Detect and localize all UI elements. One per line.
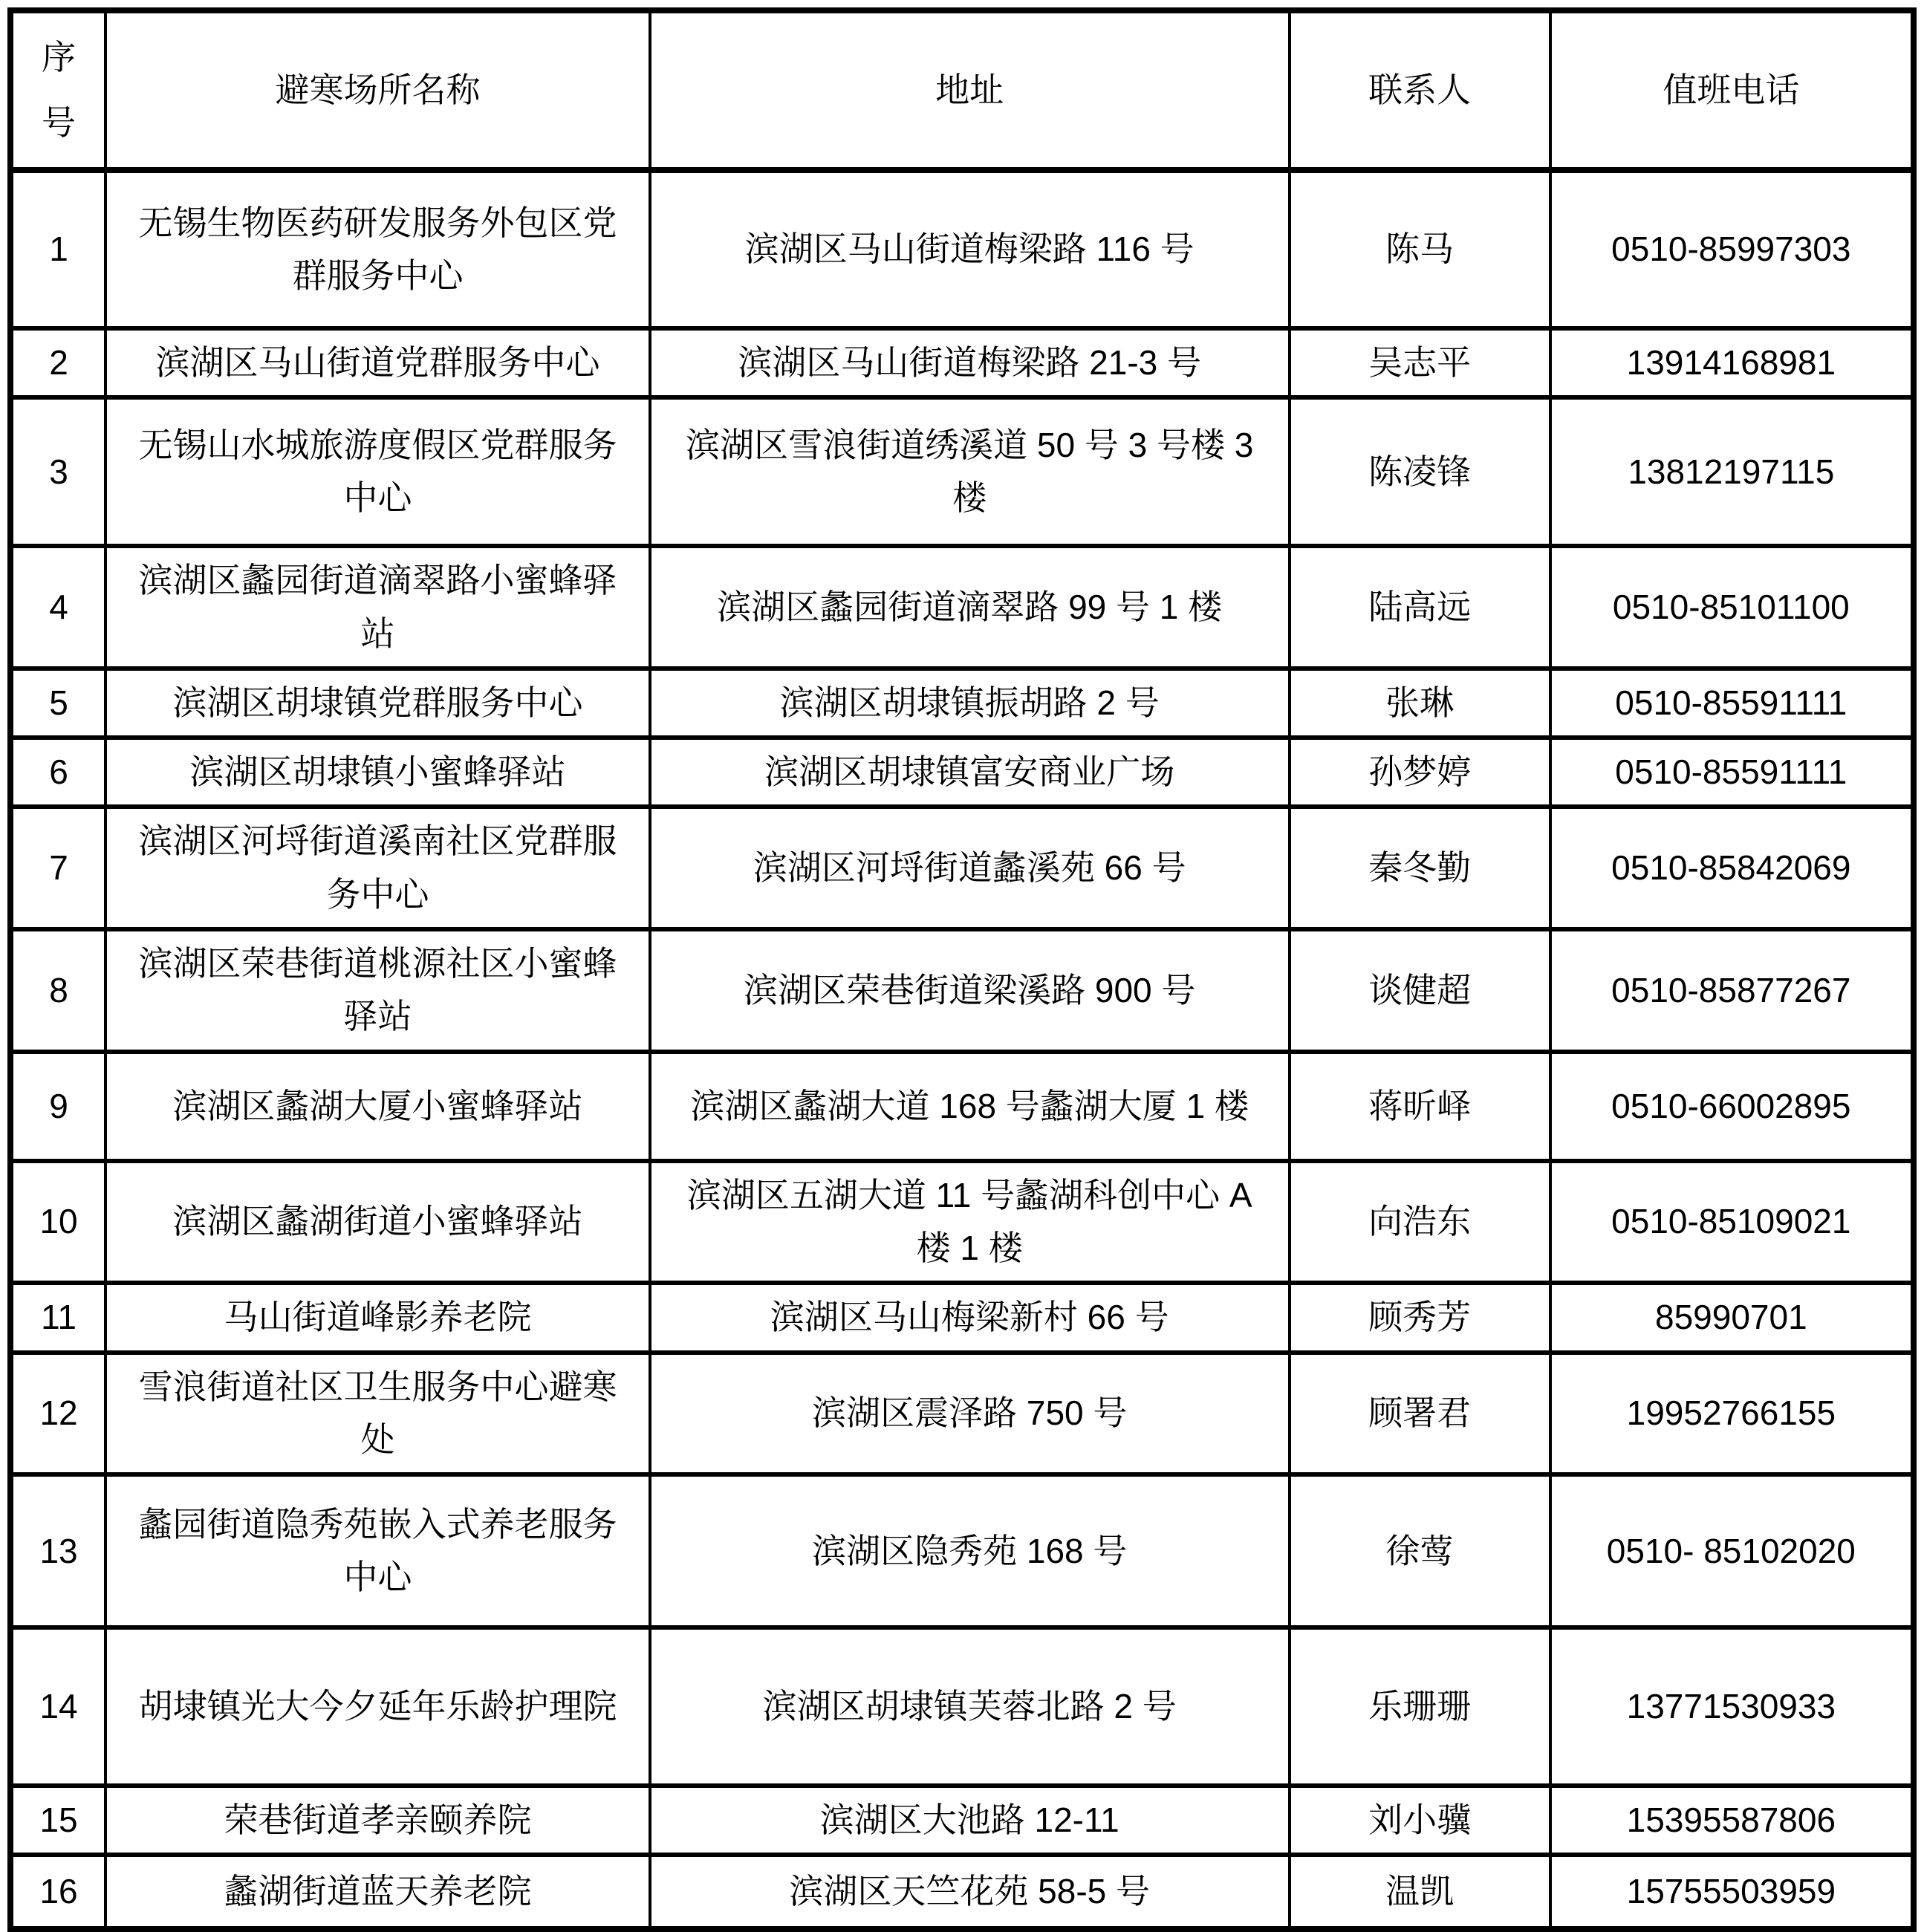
cell-index: 5 [10, 669, 105, 738]
table-row [10, 807, 1914, 929]
cell-address: 滨湖区五湖大道 11 号蠡湖科创中心 A 楼 1 楼 [650, 1161, 1290, 1284]
cell-contact: 张琳 [1290, 669, 1550, 738]
table-row [10, 1283, 1914, 1352]
cell-phone: 19952766155 [1550, 1353, 1914, 1475]
cell-contact: 乐珊珊 [1290, 1627, 1550, 1786]
cell-address: 滨湖区蠡园街道滴翠路 99 号 1 楼 [650, 546, 1290, 669]
cell-index: 3 [10, 397, 105, 546]
cell-contact: 陈凌锋 [1290, 397, 1550, 546]
cell-contact: 刘小骥 [1290, 1786, 1550, 1855]
cell-phone: 0510-85101100 [1550, 546, 1914, 669]
cell-address: 滨湖区胡埭镇芙蓉北路 2 号 [650, 1627, 1290, 1786]
cell-address: 滨湖区胡埭镇振胡路 2 号 [650, 669, 1290, 738]
cell-address: 滨湖区雪浪街道绣溪道 50 号 3 号楼 3 楼 [650, 397, 1290, 546]
cell-contact: 顾署君 [1290, 1353, 1550, 1475]
shelter-table [7, 7, 1917, 1932]
cell-name: 滨湖区蠡湖街道小蜜蜂驿站 [105, 1161, 650, 1284]
cell-phone: 85990701 [1550, 1283, 1914, 1352]
cell-phone: 13914168981 [1550, 328, 1914, 397]
cell-address: 滨湖区大池路 12-11 [650, 1786, 1290, 1855]
table-row [10, 397, 1914, 546]
cell-phone: 0510- 85102020 [1550, 1474, 1914, 1627]
cell-name: 雪浪街道社区卫生服务中心避寒处 [105, 1353, 650, 1475]
cell-address: 滨湖区马山街道梅梁路 21-3 号 [650, 328, 1290, 397]
table-row [10, 929, 1914, 1052]
cell-name: 马山街道峰影养老院 [105, 1283, 650, 1352]
col-header-name [105, 10, 650, 170]
table-row [10, 1353, 1914, 1475]
col-header-name-label: 避寒场所名称 [275, 70, 481, 109]
col-header-phone-label: 值班电话 [1663, 70, 1800, 109]
cell-index: 6 [10, 738, 105, 807]
cell-phone: 15395587806 [1550, 1786, 1914, 1855]
cell-address: 滨湖区天竺花苑 58-5 号 [650, 1855, 1290, 1929]
cell-phone: 0510-85842069 [1550, 807, 1914, 929]
cell-address: 滨湖区震泽路 750 号 [650, 1353, 1290, 1475]
table-row [10, 328, 1914, 397]
cell-index: 2 [10, 328, 105, 397]
cell-index: 11 [10, 1283, 105, 1352]
cell-contact: 蒋昕峄 [1290, 1052, 1550, 1161]
cell-name: 滨湖区胡埭镇党群服务中心 [105, 669, 650, 738]
cell-phone: 15755503959 [1550, 1855, 1914, 1929]
cell-contact: 秦冬勤 [1290, 807, 1550, 929]
cell-phone: 0510-85997303 [1550, 170, 1914, 328]
cell-phone: 0510-85109021 [1550, 1161, 1914, 1284]
cell-index: 15 [10, 1786, 105, 1855]
table-row [10, 1855, 1914, 1929]
cell-address: 滨湖区河埒街道蠡溪苑 66 号 [650, 807, 1290, 929]
col-header-address [650, 10, 1290, 170]
cell-contact: 顾秀芳 [1290, 1283, 1550, 1352]
cell-name: 滨湖区蠡湖大厦小蜜蜂驿站 [105, 1052, 650, 1161]
cell-phone: 0510-66002895 [1550, 1052, 1914, 1161]
col-header-address-label: 地址 [935, 70, 1004, 109]
cell-phone: 0510-85877267 [1550, 929, 1914, 1052]
cell-address: 滨湖区荣巷街道梁溪路 900 号 [650, 929, 1290, 1052]
table-row [10, 1474, 1914, 1627]
cell-name: 无锡山水城旅游度假区党群服务中心 [105, 397, 650, 546]
cell-name: 荣巷街道孝亲颐养院 [105, 1786, 650, 1855]
cell-index: 12 [10, 1353, 105, 1475]
header-row [10, 10, 1914, 170]
cell-contact: 陆高远 [1290, 546, 1550, 669]
cell-index: 9 [10, 1052, 105, 1161]
cell-address: 滨湖区隐秀苑 168 号 [650, 1474, 1290, 1627]
cell-phone: 0510-85591111 [1550, 669, 1914, 738]
cell-name: 蠡湖街道蓝天养老院 [105, 1855, 650, 1929]
table-row [10, 669, 1914, 738]
cell-contact: 吴志平 [1290, 328, 1550, 397]
cell-contact: 陈马 [1290, 170, 1550, 328]
cell-name: 蠡园街道隐秀苑嵌入式养老服务中心 [105, 1474, 650, 1627]
cell-index: 14 [10, 1627, 105, 1786]
cell-index: 13 [10, 1474, 105, 1627]
cell-contact: 孙梦婷 [1290, 738, 1550, 807]
cell-contact: 向浩东 [1290, 1161, 1550, 1284]
cell-name: 滨湖区河埒街道溪南社区党群服务中心 [105, 807, 650, 929]
cell-name: 滨湖区荣巷街道桃源社区小蜜蜂驿站 [105, 929, 650, 1052]
table-row [10, 546, 1914, 669]
table-row [10, 1786, 1914, 1855]
table-row [10, 1627, 1914, 1786]
cell-name: 无锡生物医药研发服务外包区党群服务中心 [105, 170, 650, 328]
cell-name: 滨湖区胡埭镇小蜜蜂驿站 [105, 738, 650, 807]
cell-address: 滨湖区胡埭镇富安商业广场 [650, 738, 1290, 807]
col-header-contact-label: 联系人 [1368, 70, 1472, 109]
cell-contact: 谈健超 [1290, 929, 1550, 1052]
cell-index: 1 [10, 170, 105, 328]
table-row [10, 1052, 1914, 1161]
cell-name: 胡埭镇光大今夕延年乐龄护理院 [105, 1627, 650, 1786]
cell-phone: 13771530933 [1550, 1627, 1914, 1786]
cell-contact: 温凯 [1290, 1855, 1550, 1929]
cell-phone: 13812197115 [1550, 397, 1914, 546]
table-row [10, 1161, 1914, 1284]
cell-address: 滨湖区蠡湖大道 168 号蠡湖大厦 1 楼 [650, 1052, 1290, 1161]
col-header-index-label: 序号 [42, 38, 77, 142]
table-row [10, 738, 1914, 807]
col-header-phone [1550, 10, 1914, 170]
cell-address: 滨湖区马山梅梁新村 66 号 [650, 1283, 1290, 1352]
cell-index: 10 [10, 1161, 105, 1284]
col-header-contact [1290, 10, 1550, 170]
cell-contact: 徐莺 [1290, 1474, 1550, 1627]
cell-phone: 0510-85591111 [1550, 738, 1914, 807]
cell-address: 滨湖区马山街道梅梁路 116 号 [650, 170, 1290, 328]
table-row [10, 170, 1914, 328]
cell-name: 滨湖区蠡园街道滴翠路小蜜蜂驿站 [105, 546, 650, 669]
col-header-index [10, 10, 105, 170]
cell-index: 7 [10, 807, 105, 929]
cell-index: 16 [10, 1855, 105, 1929]
cell-name: 滨湖区马山街道党群服务中心 [105, 328, 650, 397]
cell-index: 8 [10, 929, 105, 1052]
cell-index: 4 [10, 546, 105, 669]
